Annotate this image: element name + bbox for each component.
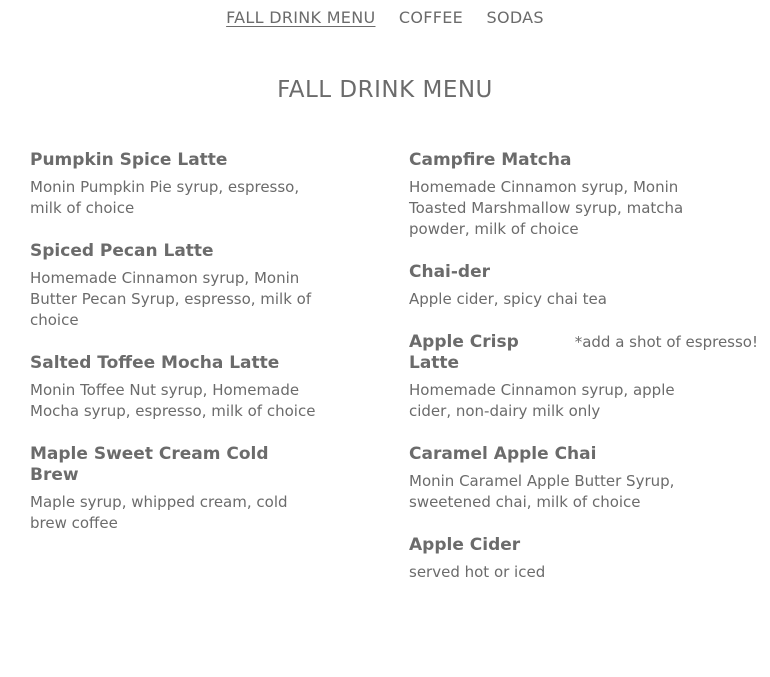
menu-item-name: Caramel Apple Chai: [409, 444, 597, 464]
menu-item-name: Campfire Matcha: [409, 150, 572, 170]
menu-item-header: [409, 332, 758, 380]
nav-link-sodas[interactable]: SODAS: [486, 8, 544, 27]
menu-item-name: Spiced Pecan Latte: [30, 241, 214, 261]
menu-column-right: [409, 150, 758, 605]
menu-item-name: Salted Toffee Mocha Latte: [30, 353, 280, 373]
menu-item: [30, 241, 320, 331]
menu-item-name: Pumpkin Spice Latte: [30, 150, 228, 170]
menu-column-left: [30, 150, 320, 556]
menu-item-name: Maple Sweet Cream Cold Brew: [30, 444, 269, 485]
menu-item-description: Monin Toffee Nut syrup, Homemade Mocha syrup, espresso, milk of choice: [30, 381, 316, 420]
nav-link-fall-drink-menu[interactable]: FALL DRINK MENU: [226, 8, 376, 27]
menu-item-name: Apple Crisp Latte: [409, 332, 519, 373]
menu-item: [409, 535, 749, 583]
menu-item-description: Apple cider, spicy chai tea: [409, 290, 607, 308]
menu-item: [409, 332, 758, 422]
menu-item-description: Homemade Cinnamon syrup, Monin Toasted Marshmallow syrup, matcha powder, milk of choice: [409, 178, 684, 238]
menu-item-note: *add a shot of espresso!: [574, 333, 758, 351]
menu-item-description: Maple syrup, whipped cream, cold brew coffee: [30, 493, 288, 532]
menu-item: [409, 150, 749, 240]
menu-item-name: Apple Cider: [409, 535, 521, 555]
menu-item: [409, 262, 749, 310]
top-nav: [0, 8, 770, 27]
menu-item-name: Chai-der: [409, 262, 491, 282]
menu-item: [30, 444, 320, 534]
menu-item-description: Monin Pumpkin Pie syrup, espresso, milk of choice: [30, 178, 300, 217]
menu-item: [409, 444, 749, 513]
menu-item-description: Homemade Cinnamon syrup, Monin Butter Pecan Syrup, espresso, milk of choice: [30, 269, 312, 329]
page-title: FALL DRINK MENU: [277, 77, 493, 103]
menu-item-description: Monin Caramel Apple Butter Syrup, sweetened chai, milk of choice: [409, 472, 675, 511]
menu-item-description: served hot or iced: [409, 563, 546, 581]
menu-item: [30, 353, 320, 422]
menu-item-description: Homemade Cinnamon syrup, apple cider, non-dairy milk only: [409, 381, 675, 420]
menu-item: [30, 150, 320, 219]
nav-link-coffee[interactable]: COFFEE: [398, 8, 464, 27]
